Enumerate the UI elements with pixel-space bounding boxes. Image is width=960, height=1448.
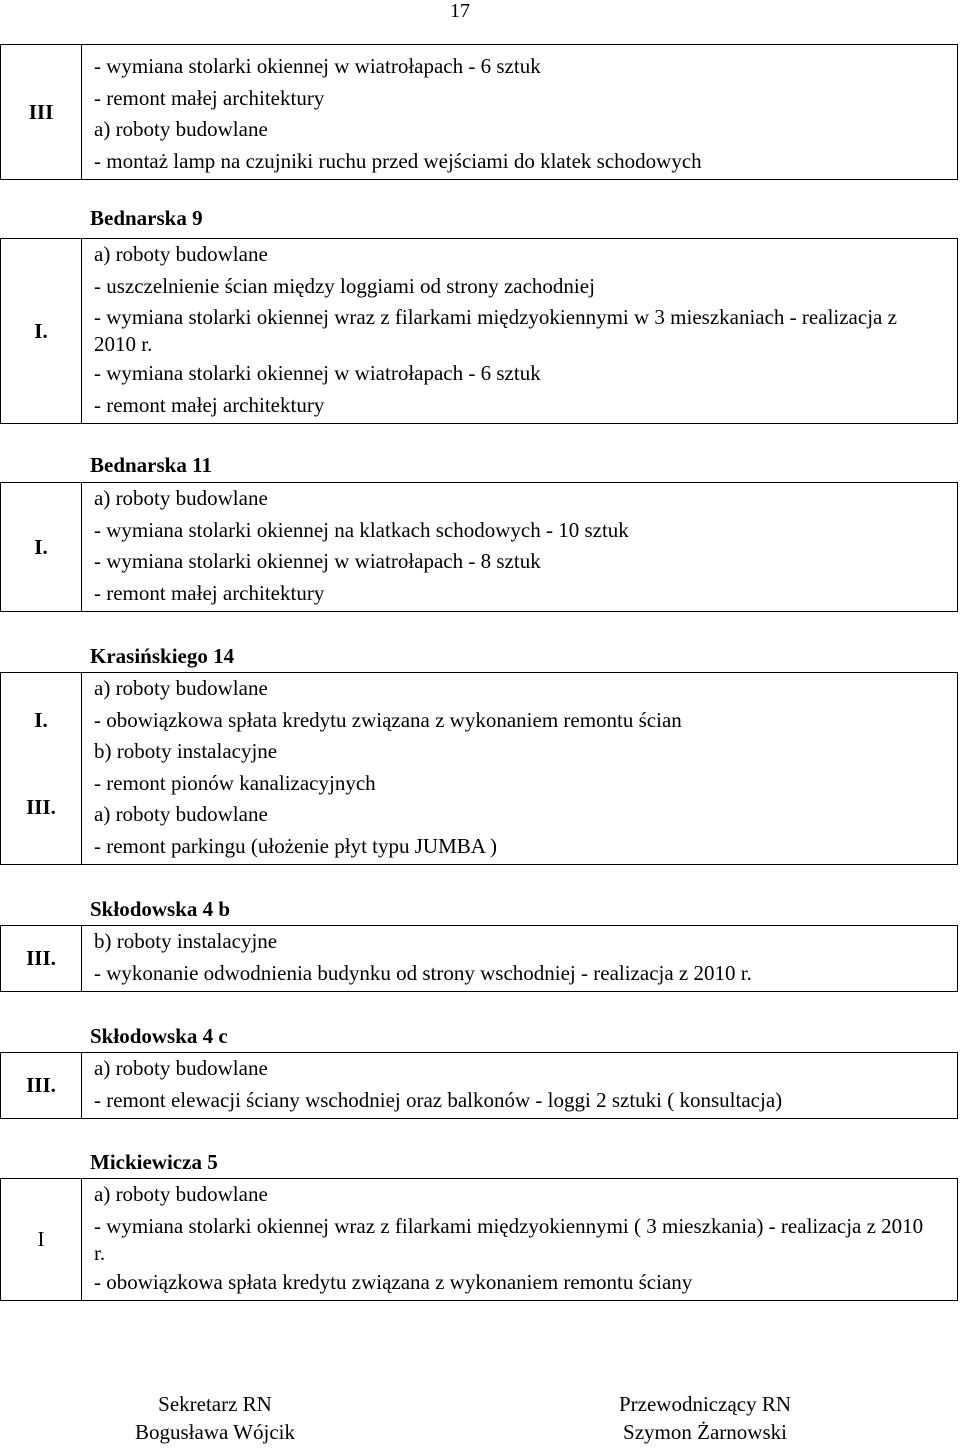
address-title: Bednarska 11: [90, 453, 212, 477]
section-line: - remont pionów kanalizacyjnych: [94, 770, 376, 795]
section-line: - wymiana stolarki okiennej w wiatrołapach - 8 sztuk: [94, 549, 541, 573]
section-number: I: [1, 1179, 82, 1301]
section-line: b) roboty instalacyjne: [94, 929, 278, 953]
section-line: - remont parkingu (ułożenie płyt typu JUMBA ): [94, 833, 498, 858]
section-number: III.: [26, 794, 56, 819]
address-title: Skłodowska 4 c: [90, 1024, 228, 1048]
section-body: [82, 483, 958, 612]
signature-name: Bogusława Wójcik: [134, 1420, 295, 1444]
section-line: - remont małej architektury: [94, 392, 325, 417]
section-line: - wymiana stolarki okiennej wraz z filarkami międzyokiennymi ( 3 mieszkania) - realizacja z 2010 r.: [94, 1213, 924, 1265]
address-title: Mickiewicza 5: [90, 1150, 218, 1174]
section-number: I.: [1, 239, 82, 424]
section-line: - uszczelnienie ścian między loggiami od strony zachodniej: [94, 273, 595, 298]
section-body: [82, 239, 958, 424]
section-line: - remont elewacji ściany wschodniej oraz balkonów - loggi 2 sztuki ( konsultacja): [94, 1087, 783, 1112]
section-block-6: [0, 1178, 958, 1301]
section-block-1: [0, 238, 958, 424]
section-line: a) roboty budowlane: [94, 117, 268, 141]
section-number: I.: [34, 707, 48, 732]
address-title: Bednarska 9: [90, 206, 203, 230]
section-number: I.: [1, 483, 82, 612]
section-line: a) roboty budowlane: [94, 1182, 268, 1206]
page-number: 17: [450, 0, 470, 22]
section-body: [82, 1053, 958, 1119]
section-line: a) roboty budowlane: [94, 242, 268, 266]
section-line: - wymiana stolarki okiennej w wiatrołapach - 6 sztuk: [94, 361, 541, 385]
signature-right: [590, 1390, 820, 1446]
section-number: III.: [1, 926, 82, 992]
section-number: III.: [1, 1053, 82, 1119]
section-line: b) roboty instalacyjne: [94, 739, 278, 763]
signature-left: [110, 1390, 320, 1446]
section-line: - wymiana stolarki okiennej w wiatrołapach - 6 sztuk: [94, 54, 541, 78]
signature-role: Przewodniczący RN: [618, 1392, 792, 1416]
section-body: [82, 926, 958, 992]
section-line: a) roboty budowlane: [94, 676, 268, 700]
section-block-5: [0, 1052, 958, 1119]
address-title: Krasińskiego 14: [90, 644, 235, 668]
section-line: a) roboty budowlane: [94, 1056, 268, 1080]
section-block-2: [0, 482, 958, 612]
section-line: a) roboty budowlane: [94, 486, 268, 510]
section-line: a) roboty budowlane: [94, 802, 268, 826]
section-line: - obowiązkowa spłata kredytu związana z wykonaniem remontu ścian: [94, 707, 682, 732]
section-number-cell: [1, 673, 82, 865]
section-body: [82, 45, 958, 180]
signature-role: Sekretarz RN: [158, 1392, 272, 1416]
address-title: Skłodowska 4 b: [90, 897, 231, 921]
section-block-0: [0, 44, 958, 180]
section-block-3: [0, 672, 958, 865]
section-body: [82, 673, 958, 865]
section-line: - montaż lamp na czujniki ruchu przed wejściami do klatek schodowych: [94, 148, 702, 173]
section-line: - wymiana stolarki okiennej na klatkach schodowych - 10 sztuk: [94, 517, 629, 542]
section-line: - wymiana stolarki okiennej wraz z filarkami międzyokiennymi w 3 mieszkaniach - realizacja z 2010 r.: [94, 305, 897, 356]
section-number: III: [1, 45, 82, 180]
section-block-4: [0, 925, 958, 992]
section-line: - remont małej architektury: [94, 85, 325, 110]
signature-name: Szymon Żarnowski: [623, 1420, 787, 1444]
section-line: - remont małej architektury: [94, 580, 325, 605]
section-body: [82, 1179, 958, 1301]
section-line: - wykonanie odwodnienia budynku od strony wschodniej - realizacja z 2010 r.: [94, 960, 752, 985]
section-line: - obowiązkowa spłata kredytu związana z wykonaniem remontu ściany: [94, 1269, 693, 1294]
